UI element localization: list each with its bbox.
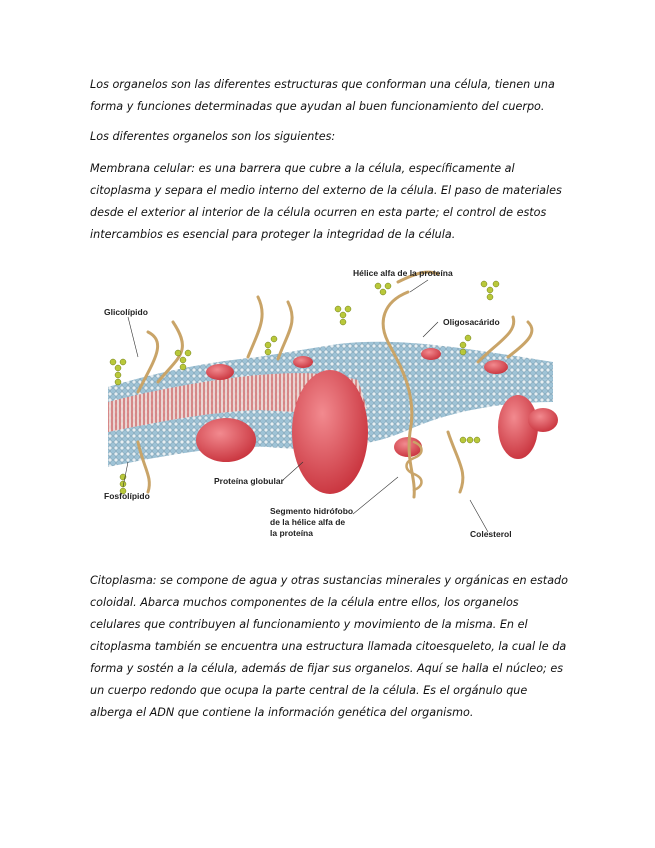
label-fosfolipido: Fosfolípido <box>104 491 150 501</box>
label-proteina-globular: Proteína globular <box>214 476 284 486</box>
label-oligosacarido: Oligosacárido <box>443 317 500 327</box>
globular-protein-large <box>292 370 368 494</box>
label-helice-alfa: Hélice alfa de la proteína <box>353 268 453 278</box>
cell-membrane-diagram <box>98 262 560 552</box>
label-segmento-line-1: Segmento hidrófobo <box>270 506 354 516</box>
citoplasma-paragraph: Citoplasma: se compone de agua y otras sustancias minerales y orgánicas en estado coloidal. Abarca muchos componentes de la célula entre ellos, los organelos celulares que contribuyen al funcionamiento y movimiento de la misma. En el citoplasma también se encuentra una estructura llamada citoesqueleto, la cual le da forma y sostén a la célula, además de fijar sus organelos. Aquí se halla el núcleo; es un cuerpo redondo que ocupa la parte central de la célula. Es el orgánulo que alberga el ADN que contiene la información genética del organismo. <box>90 574 568 719</box>
globular-protein-left <box>196 418 256 462</box>
label-glicolipido: Glicolípido <box>104 307 148 317</box>
membrana-paragraph: Membrana celular: es una barrera que cubre a la célula, específicamente al citoplasma y separa el medio interno del externo de la célula. El paso de materiales desde el exterior al interior de la célula ocurren en esta parte; el control de estos intercambios es esencial para proteger la integridad de la célula. <box>90 162 562 241</box>
label-colesterol: Colesterol <box>470 529 512 539</box>
list-intro-paragraph: Los diferentes organelos son los siguientes: <box>90 130 336 143</box>
label-segmento-line-2: de la hélice alfa de <box>270 517 346 527</box>
label-segmento-line-3: la proteína <box>270 528 313 538</box>
intro-paragraph: Los organelos son las diferentes estructuras que conforman una célula, tienen una forma y funciones determinadas que ayudan al buen funcionamiento del cuerpo. <box>90 78 555 113</box>
